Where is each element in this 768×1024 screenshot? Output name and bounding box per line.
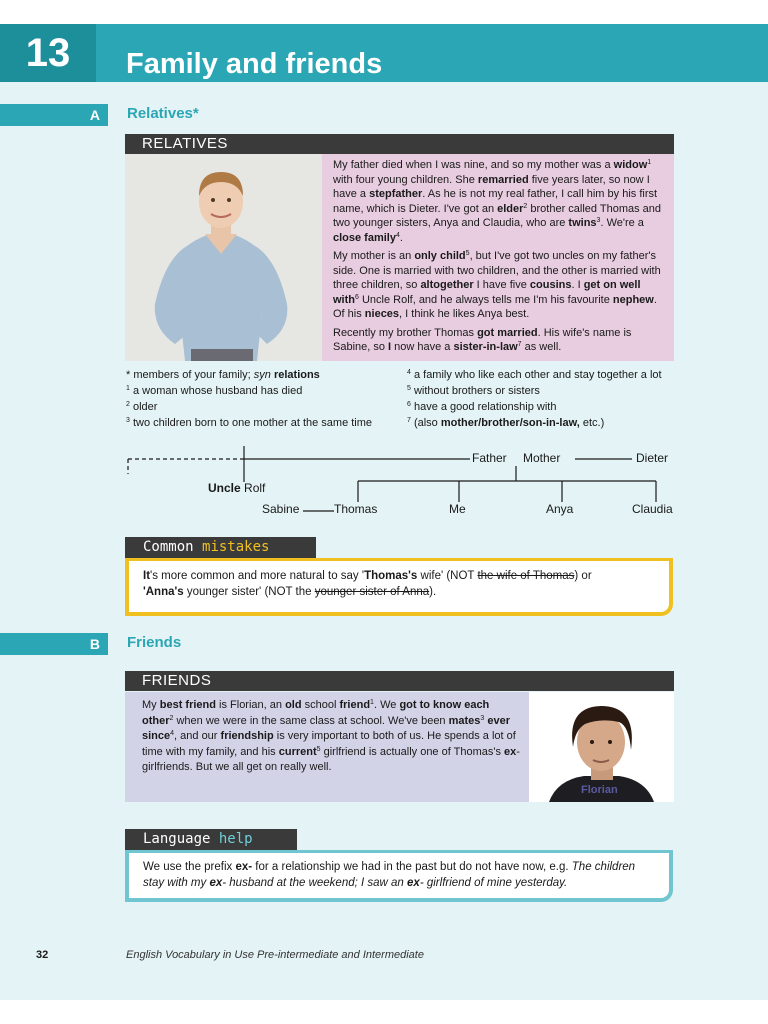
text-run: 1 [126, 385, 130, 392]
text-run: five years later, so now [528, 173, 647, 186]
text-run: mother/brother/son-in-law, [440, 417, 580, 429]
text-run: remarried [477, 173, 529, 186]
relatives-paragraph-2 [333, 249, 668, 322]
text-run: 6 [407, 401, 411, 408]
text-run: ex- [235, 861, 253, 873]
tree-me: Me [449, 502, 466, 516]
note-line [407, 383, 662, 399]
text-run: . We're a [600, 217, 644, 229]
common-mistakes-text [143, 568, 655, 600]
text-run: 1 [370, 699, 374, 706]
text-run: got married [477, 326, 538, 339]
notes-right [407, 367, 662, 431]
text-run: Uncle Rolf, and he always tells me I'm his favourite [358, 293, 613, 306]
text-run: when we were in the same class at school. We've been [173, 714, 449, 727]
text-run: without brothers or sisters [410, 385, 540, 397]
man-photo [125, 154, 322, 361]
text-run: . [399, 231, 403, 244]
text-run: 5 [407, 385, 411, 392]
tree-thomas: Thomas [334, 502, 378, 516]
note-line [126, 383, 372, 399]
text-run: . Of his [333, 293, 657, 320]
text-run: ever since [142, 714, 511, 742]
unit-header [0, 24, 768, 82]
tree-anya: Anya [546, 502, 574, 516]
text-run: is very important to both of us. He spends a lot of time with my family, and his [142, 730, 516, 758]
text-run: ) or [574, 570, 592, 582]
text-run: relations [273, 369, 320, 381]
note-line [407, 367, 662, 383]
text-run: 2 [523, 202, 528, 210]
text-run: - husband at the weekend; I saw an [222, 877, 408, 889]
text-run: (also [410, 417, 441, 429]
language-help-text [143, 859, 655, 891]
text-run: widow [613, 159, 648, 171]
text-run: 4 [395, 231, 400, 239]
text-run: only child [414, 250, 466, 262]
text-run: 4 [170, 730, 175, 737]
tree-uncle [208, 481, 265, 495]
note-line [126, 415, 372, 431]
relatives-box [125, 154, 674, 361]
text-run: 4 [407, 369, 411, 376]
text-run: get on well with [333, 279, 641, 306]
text-run: the wife of Thomas [477, 570, 575, 582]
text-run: a woman whose husband has died [129, 385, 303, 397]
text-run: older [129, 401, 158, 413]
text-run: * members of your family; [126, 369, 254, 381]
relatives-paragraph-3 [333, 326, 668, 355]
text-run: 1 [647, 159, 652, 166]
relatives-paragraph-1 [333, 158, 668, 245]
text-run: twins [568, 217, 597, 229]
page-number: 32 [36, 949, 49, 961]
text-run: sister-in-law [453, 341, 518, 353]
text-run: school [301, 699, 340, 711]
text-run: My [142, 699, 160, 711]
family-tree-lines [120, 444, 680, 524]
note-line [407, 415, 662, 431]
text-run: nephew [612, 293, 654, 306]
section-a-title: Relatives* [127, 105, 199, 122]
text-run: My mother is an [333, 250, 415, 262]
language-help-box [125, 850, 673, 902]
section-b-title: Friends [127, 634, 182, 651]
text-run: 2 [126, 401, 130, 408]
tree-sabine: Sabine [262, 502, 300, 516]
text-run: current [278, 745, 317, 758]
relatives-heading: RELATIVES [125, 134, 674, 154]
text-run: 5 [465, 250, 470, 257]
text-run: 3 [126, 417, 130, 424]
text-run: younger sister' (NOT the [183, 586, 315, 598]
unit-title: Family and friends [126, 48, 383, 80]
text-run: now have a [391, 341, 454, 353]
florian-label: Florian [581, 784, 618, 796]
text-run: 3 [596, 217, 601, 224]
language-help-heading: Language help [125, 829, 297, 850]
text-run: two children born to one mother at the same time [129, 417, 373, 429]
notes-left [126, 367, 372, 431]
text-run: brother called Thomas and two younger sisters, Anya and Claudia, who are [333, 202, 662, 229]
text-run: It [143, 570, 151, 582]
text-run: - girlfriend of mine yesterday. [419, 877, 568, 889]
note-line [126, 399, 372, 415]
text-run: 6 [355, 293, 359, 301]
text-run: friendship [220, 730, 274, 742]
text-run: I [388, 341, 392, 353]
text-run: stepfather [369, 188, 423, 200]
common-mistakes-heading: Common mistakes [125, 537, 316, 558]
text-run: ex [504, 745, 517, 758]
text-run: The children stay with my [143, 861, 636, 889]
family-tree [120, 444, 680, 524]
text-run: . As he is not my real father, I call him by his first name, which is Dieter. I've got an [333, 188, 658, 215]
text-run: with four young children. She [333, 173, 478, 186]
tree-claudia: Claudia [632, 502, 673, 516]
friends-box [125, 692, 674, 802]
common-mistakes-box [125, 558, 673, 616]
friends-text [142, 698, 522, 776]
tree-dieter: Dieter [636, 451, 669, 465]
text-run: , and our [174, 730, 221, 742]
text-run: a family who like each other and stay together a lot [410, 369, 662, 381]
page [0, 24, 768, 1000]
text-run: old [285, 699, 302, 711]
text-run: is Florian, an [215, 699, 286, 711]
section-a-tab: A [0, 104, 108, 126]
text-run: friend [339, 699, 371, 711]
florian-photo [529, 692, 674, 802]
text-run: 's more common and more natural to say ' [150, 570, 365, 582]
text-run: mates [448, 714, 481, 727]
book-title: English Vocabulary in Use Pre-intermediate and Intermediate [126, 949, 424, 961]
text-run: for a relationship we had in the past but do not have now, e.g. [252, 861, 572, 873]
text-run: syn [253, 369, 271, 381]
text-run: have a good relationship with [410, 401, 557, 413]
tree-uncle-title: Uncle [208, 481, 241, 495]
text-run: I have five [473, 279, 530, 291]
text-run: elder [497, 202, 524, 215]
text-run: cousins [529, 279, 572, 291]
note-line [407, 399, 662, 415]
text-run: -girlfriends. But we all get on really well. [142, 745, 520, 773]
tree-mother: Mother [523, 451, 561, 465]
text-run: . We [373, 699, 400, 711]
tree-father: Father [472, 451, 507, 465]
text-run: . I [571, 279, 584, 291]
text-run: 7 [407, 417, 411, 424]
text-run: ex [407, 877, 420, 889]
text-run: 5 [316, 745, 321, 753]
text-run: nieces [364, 308, 400, 320]
text-run: 2 [169, 714, 174, 722]
text-run: younger sister of Anna [314, 586, 430, 598]
section-b-tab: B [0, 633, 108, 655]
text-run: ex [209, 877, 223, 889]
text-run: Recently my brother Thomas [333, 326, 478, 339]
text-run: Thomas's [364, 570, 418, 582]
text-run: 3 [480, 714, 485, 722]
text-run: altogether [420, 279, 474, 291]
note-line [126, 367, 372, 383]
friends-heading: FRIENDS [125, 671, 674, 691]
text-run: close family [333, 231, 396, 244]
text-run: as well. [521, 341, 562, 353]
text-run: . His wife's name is Sabine, so [333, 326, 632, 353]
text-run: My father died when I was nine, and so my mother was a [333, 159, 614, 171]
text-run: , but I've got two uncles on my father's side. One is married with two children, and the other is married with three children, so [333, 250, 661, 291]
text-run: 7 [517, 341, 522, 348]
text-run: 'Anna's [143, 586, 184, 598]
text-run: ). [429, 586, 437, 598]
text-run: wife' (NOT [417, 570, 478, 582]
relatives-text [333, 158, 668, 359]
unit-number: 13 [0, 24, 96, 82]
text-run: girlfriend is actually one of Thomas's [320, 745, 505, 758]
text-run: , I think he likes Anya best. [399, 308, 530, 320]
text-run: best friend [159, 699, 216, 711]
text-run: We use the prefix [143, 861, 236, 873]
text-run: got to know each other [142, 699, 490, 727]
text-run: I have a [333, 173, 650, 200]
tree-uncle-name: Rolf [244, 481, 266, 495]
text-run: etc.) [579, 417, 605, 429]
